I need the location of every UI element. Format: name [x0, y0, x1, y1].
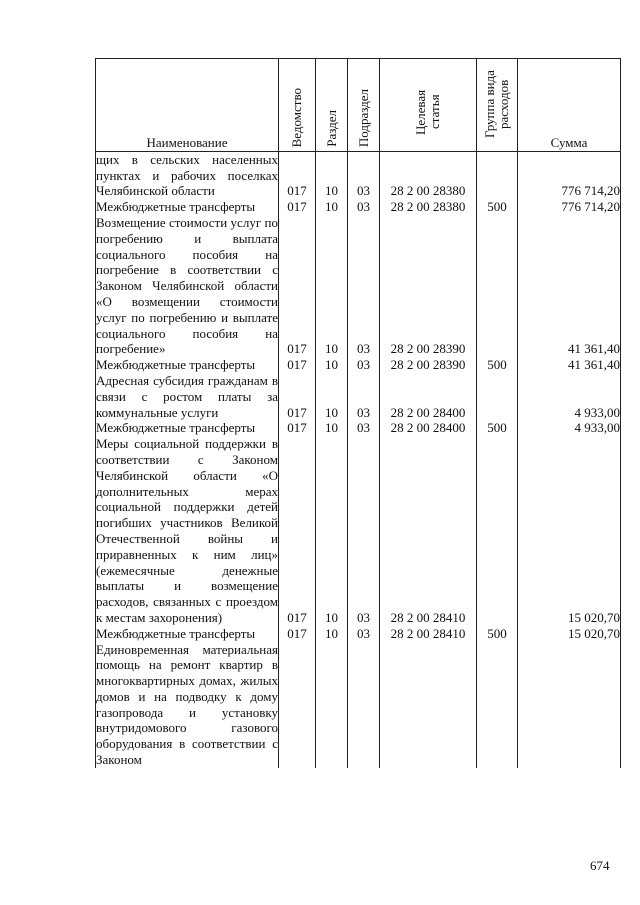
- row-summa: [518, 642, 621, 768]
- row-vedomstvo: 017: [279, 373, 316, 420]
- row-summa: 15 020,70: [518, 436, 621, 626]
- row-name: Единовременная материальная помощь на ремонт квартир в многоквартирных домах, жилых домов и на подводку к дому газопровода и установку внутридомового газового оборудования в соответствии с Законом: [96, 641, 278, 768]
- row-podrazdel: 03: [348, 626, 380, 642]
- row-name: Адресная субсидия гражданам в связи с ростом платы за коммунальные услуги: [96, 372, 278, 420]
- row-vedomstvo: 017: [279, 357, 316, 373]
- row-razdel: 10: [316, 199, 348, 215]
- row-tselevaya-statya: 28 2 00 28410: [380, 436, 477, 626]
- row-razdel: 10: [316, 420, 348, 436]
- row-name: Возмещение стоимости услуг по погребению и выплата социального пособия на погребение в соответствии с Законом Челябинской области «О возмещении стоимости услуг по погребению и выплате социального пособия на погребение»: [96, 214, 278, 357]
- table-row: [96, 199, 621, 215]
- row-podrazdel: 03: [348, 215, 380, 357]
- row-vedomstvo: 017: [279, 420, 316, 436]
- row-vedomstvo: 017: [279, 151, 316, 199]
- row-gruppa: 500: [477, 357, 518, 373]
- table-row: [96, 373, 621, 420]
- row-name: Межбюджетные трансферты: [96, 420, 279, 436]
- header-gruppa-vida-rashodov: Группа вида расходов: [477, 59, 518, 152]
- row-tselevaya-statya: 28 2 00 28380: [380, 199, 477, 215]
- row-name: щих в сельских населенных пунктах и рабочих поселках Челябинской области: [96, 151, 278, 199]
- row-gruppa: 500: [477, 199, 518, 215]
- row-name: Межбюджетные трансферты: [96, 199, 279, 215]
- row-gruppa: [477, 373, 518, 420]
- row-summa: 4 933,00: [518, 420, 621, 436]
- row-tselevaya-statya: 28 2 00 28390: [380, 215, 477, 357]
- row-vedomstvo: 017: [279, 626, 316, 642]
- row-name: Меры социальной поддержки в соответствии с Законом Челябинской области «О дополнительных мерах социальной поддержки детей погибших участников Великой Отечественной войны и приравненных к ним лиц» (ежемесячные денежные выплаты и возмещение расходов, связанных с проездом к местам захоронения): [96, 436, 278, 625]
- row-gruppa: [477, 436, 518, 626]
- row-podrazdel: 03: [348, 357, 380, 373]
- row-vedomstvo: [279, 642, 316, 768]
- row-tselevaya-statya: 28 2 00 28410: [380, 626, 477, 642]
- table-row: [96, 215, 621, 357]
- row-gruppa: [477, 151, 518, 199]
- row-vedomstvo: 017: [279, 199, 316, 215]
- table-row: [96, 436, 621, 626]
- row-tselevaya-statya: 28 2 00 28390: [380, 357, 477, 373]
- row-tselevaya-statya: 28 2 00 28400: [380, 373, 477, 420]
- row-summa: 41 361,40: [518, 215, 621, 357]
- row-podrazdel: 03: [348, 420, 380, 436]
- row-podrazdel: [348, 642, 380, 768]
- row-gruppa: 500: [477, 420, 518, 436]
- row-tselevaya-statya: [380, 642, 477, 768]
- row-razdel: 10: [316, 436, 348, 626]
- header-tselevaya-statya: Целевая статья: [380, 59, 477, 152]
- budget-table: [95, 58, 621, 768]
- row-vedomstvo: 017: [279, 436, 316, 626]
- row-gruppa: [477, 642, 518, 768]
- row-vedomstvo: 017: [279, 215, 316, 357]
- row-podrazdel: 03: [348, 199, 380, 215]
- table-header-row: [96, 59, 621, 152]
- row-razdel: 10: [316, 357, 348, 373]
- row-podrazdel: 03: [348, 373, 380, 420]
- table-row: [96, 357, 621, 373]
- header-name: Наименование: [96, 59, 279, 152]
- row-gruppa: [477, 215, 518, 357]
- row-gruppa: 500: [477, 626, 518, 642]
- table-row: [96, 626, 621, 642]
- row-summa: 41 361,40: [518, 357, 621, 373]
- row-summa: 15 020,70: [518, 626, 621, 642]
- row-name: Межбюджетные трансферты: [96, 357, 279, 373]
- row-podrazdel: 03: [348, 436, 380, 626]
- header-podrazdel: Подраздел: [348, 59, 380, 152]
- header-vedomstvo: Ведомство: [279, 59, 316, 152]
- row-summa: 776 714,20: [518, 151, 621, 199]
- page-number: 674: [590, 858, 610, 873]
- row-tselevaya-statya: 28 2 00 28380: [380, 151, 477, 199]
- row-razdel: 10: [316, 626, 348, 642]
- table-row: [96, 642, 621, 768]
- table-row: [96, 151, 621, 199]
- row-name: Межбюджетные трансферты: [96, 626, 279, 642]
- table-row: [96, 420, 621, 436]
- row-podrazdel: 03: [348, 151, 380, 199]
- header-summa: Сумма: [518, 59, 621, 152]
- row-razdel: [316, 642, 348, 768]
- header-razdel: Раздел: [316, 59, 348, 152]
- row-summa: 776 714,20: [518, 199, 621, 215]
- row-summa: 4 933,00: [518, 373, 621, 420]
- row-razdel: 10: [316, 151, 348, 199]
- row-tselevaya-statya: 28 2 00 28400: [380, 420, 477, 436]
- row-razdel: 10: [316, 215, 348, 357]
- row-razdel: 10: [316, 373, 348, 420]
